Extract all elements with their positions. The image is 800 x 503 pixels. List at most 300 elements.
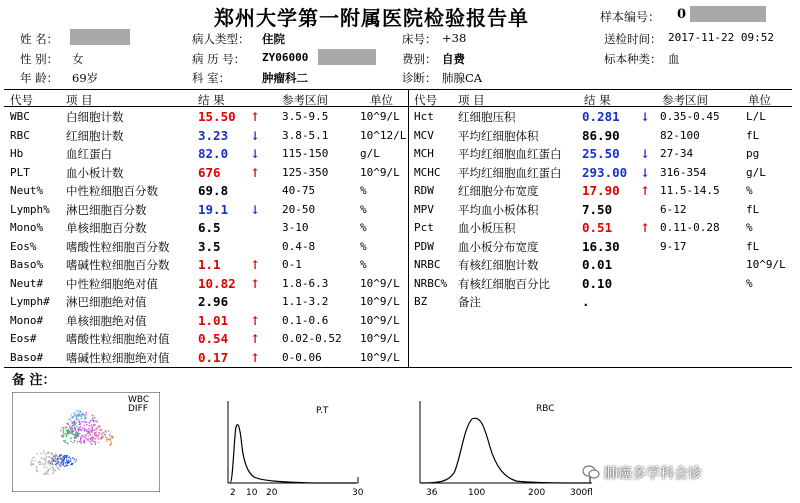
scatter-point bbox=[70, 421, 71, 422]
scatter-point bbox=[41, 458, 42, 459]
scatter-point bbox=[106, 439, 107, 440]
left-row-item: 嗜碱性粒细胞绝对值 bbox=[66, 350, 170, 365]
left-row-item: 血小板计数 bbox=[66, 165, 124, 180]
left-row-item: 嗜酸性粒细胞绝对值 bbox=[66, 332, 170, 346]
scatter-point bbox=[45, 463, 46, 464]
scatter-point bbox=[67, 465, 68, 466]
scatter-point bbox=[51, 461, 52, 462]
scatter-point bbox=[69, 425, 70, 426]
scatter-point bbox=[86, 424, 87, 425]
scatter-point bbox=[89, 433, 90, 434]
scatter-point bbox=[75, 428, 76, 429]
scatter-point bbox=[94, 438, 95, 439]
scatter-point bbox=[108, 431, 109, 432]
scatter-point bbox=[69, 462, 70, 463]
scatter-point bbox=[77, 432, 78, 433]
scatter-point bbox=[63, 440, 64, 441]
scatter-point bbox=[65, 440, 66, 441]
send-time-value: 2017-11-22 09:52 bbox=[668, 31, 774, 44]
redacted-sample-number bbox=[690, 6, 766, 22]
rbc-label: RBC bbox=[536, 404, 555, 414]
scatter-point bbox=[67, 442, 68, 443]
right-row-range: 6-12 bbox=[660, 202, 687, 216]
scatter-point bbox=[44, 473, 45, 474]
scatter-point bbox=[65, 462, 66, 463]
scatter-point bbox=[97, 426, 98, 427]
remarks-label: 备 注： bbox=[12, 373, 56, 388]
right-row-flag: ↓ bbox=[640, 147, 651, 161]
scatter-point bbox=[84, 416, 85, 417]
scatter-point bbox=[74, 421, 75, 422]
scatter-point bbox=[70, 433, 71, 434]
left-row-unit: % bbox=[360, 221, 367, 234]
scatter-point bbox=[31, 463, 32, 464]
scatter-point bbox=[79, 441, 80, 442]
left-row-result: 676 bbox=[198, 164, 221, 180]
right-row-item: 红细胞分布宽度 bbox=[458, 184, 539, 198]
right-row-item: 红细胞压积 bbox=[458, 110, 516, 124]
scatter-point bbox=[74, 458, 75, 459]
scatter-point bbox=[63, 459, 64, 460]
right-row-flag: ↑ bbox=[640, 184, 651, 198]
send-time-label: 送检时间： bbox=[604, 32, 662, 46]
scatter-point bbox=[71, 426, 72, 427]
record-label: 病 历 号： bbox=[192, 52, 246, 66]
left-row-result: 3.23 bbox=[198, 127, 229, 143]
scatter-point bbox=[43, 451, 44, 452]
scatter-point bbox=[79, 433, 80, 434]
right-row-unit: L/L bbox=[746, 110, 766, 123]
scatter-point bbox=[73, 431, 74, 432]
scatter-point bbox=[36, 470, 37, 471]
scatter-point bbox=[34, 457, 35, 458]
scatter-point bbox=[58, 459, 59, 460]
left-row-unit: 10^9/L bbox=[360, 110, 400, 123]
scatter-point bbox=[73, 423, 74, 424]
scatter-point bbox=[46, 452, 47, 453]
scatter-point bbox=[91, 427, 92, 428]
scatter-point bbox=[93, 420, 94, 421]
scatter-point bbox=[57, 461, 58, 462]
scatter-point bbox=[96, 437, 97, 438]
scatter-point bbox=[63, 432, 64, 433]
scatter-point bbox=[92, 439, 93, 440]
scatter-point bbox=[94, 434, 95, 435]
rbc-tick-4: 300fl bbox=[570, 488, 593, 498]
scatter-point bbox=[85, 414, 86, 415]
left-row-code: WBC bbox=[10, 110, 30, 123]
right-row-range: 82-100 bbox=[660, 128, 700, 142]
right-row-range: 0.35-0.45 bbox=[660, 110, 720, 123]
scatter-point bbox=[91, 425, 92, 426]
scatter-point bbox=[86, 438, 87, 439]
scatter-point bbox=[80, 426, 81, 427]
left-row-flag: ↓ bbox=[250, 147, 261, 161]
scatter-point bbox=[45, 473, 46, 474]
scatter-point bbox=[65, 433, 66, 434]
specimen-value: 血 bbox=[668, 52, 680, 66]
patient-type-label: 病人类型： bbox=[192, 32, 250, 46]
right-row-unit: fL bbox=[746, 239, 760, 253]
scatter-point bbox=[52, 454, 53, 455]
scatter-point bbox=[86, 412, 87, 413]
left-row-unit: % bbox=[360, 258, 367, 271]
scatter-point bbox=[92, 415, 93, 416]
left-row-unit: 10^9/L bbox=[360, 295, 400, 308]
scatter-point bbox=[92, 420, 93, 421]
scatter-point bbox=[40, 462, 41, 463]
scatter-point bbox=[58, 464, 59, 465]
left-row-code: RBC bbox=[10, 128, 30, 142]
left-row-unit: 10^9/L bbox=[360, 332, 400, 345]
scatter-point bbox=[63, 464, 64, 465]
scatter-point bbox=[73, 434, 74, 435]
scatter-point bbox=[84, 428, 85, 429]
scatter-point bbox=[68, 430, 69, 431]
scatter-point bbox=[90, 443, 91, 444]
scatter-point bbox=[39, 464, 40, 465]
scatter-point bbox=[55, 470, 56, 471]
scatter-point bbox=[78, 414, 79, 415]
scatter-point bbox=[84, 437, 85, 438]
scatter-point bbox=[67, 432, 68, 433]
scatter-point bbox=[94, 429, 95, 430]
right-row-code: Hct bbox=[414, 110, 434, 123]
scatter-point bbox=[70, 438, 71, 439]
scatter-point bbox=[75, 461, 76, 462]
scatter-point bbox=[98, 442, 99, 443]
scatter-point bbox=[66, 460, 67, 461]
left-row-range: 0-1 bbox=[282, 258, 302, 271]
left-row-flag: ↑ bbox=[250, 332, 261, 346]
right-row-range: 0.11-0.28 bbox=[660, 221, 720, 234]
right-row-result: . bbox=[582, 294, 590, 309]
left-row-result: 1.1 bbox=[198, 257, 221, 272]
scatter-point bbox=[63, 461, 64, 462]
scatter-point bbox=[98, 436, 99, 437]
scatter-point bbox=[64, 442, 65, 443]
scatter-point bbox=[55, 464, 56, 465]
right-row-unit: % bbox=[746, 276, 753, 290]
scatter-point bbox=[91, 438, 92, 439]
left-row-item: 单核细胞绝对值 bbox=[66, 313, 147, 328]
left-row-range: 3.5-9.5 bbox=[282, 110, 329, 123]
plt-tick-1: 2 bbox=[230, 488, 236, 498]
scatter-point bbox=[53, 470, 54, 471]
scatter-point bbox=[82, 421, 83, 422]
fee-value: 自费 bbox=[442, 52, 465, 66]
scatter-point bbox=[44, 467, 45, 468]
scatter-point bbox=[84, 430, 85, 431]
scatter-point bbox=[31, 465, 32, 466]
left-row-item: 嗜酸性粒细胞百分数 bbox=[66, 239, 170, 254]
left-row-item: 单核细胞百分数 bbox=[66, 221, 147, 235]
scatter-point bbox=[54, 457, 55, 458]
wechat-icon bbox=[582, 463, 600, 481]
bed-label: 床号： bbox=[402, 32, 437, 46]
scatter-point bbox=[83, 436, 84, 437]
plt-curve bbox=[230, 425, 356, 483]
scatter-point bbox=[63, 463, 64, 464]
record-value: ZY06000 bbox=[262, 51, 309, 64]
scatter-point bbox=[76, 417, 77, 418]
scatter-point bbox=[98, 429, 99, 430]
left-row-flag: ↑ bbox=[250, 110, 261, 124]
left-row-result: 15.50 bbox=[198, 109, 236, 124]
col-range-right: 参考区间 bbox=[662, 93, 708, 107]
scatter-point bbox=[53, 464, 54, 465]
scatter-point bbox=[44, 459, 45, 460]
fee-label: 费别： bbox=[402, 52, 437, 66]
right-row-unit: g/L bbox=[746, 165, 766, 179]
diagnosis-value: 肺腺CA bbox=[442, 71, 483, 85]
scatter-point bbox=[83, 414, 84, 415]
scatter-point bbox=[85, 434, 86, 435]
scatter-point bbox=[109, 435, 110, 436]
scatter-point bbox=[80, 441, 81, 442]
plt-tick-3: 20 bbox=[266, 488, 278, 498]
right-row-item: 有核红细胞百分比 bbox=[458, 276, 550, 291]
scatter-point bbox=[105, 436, 106, 437]
scatter-point bbox=[109, 434, 110, 435]
scatter-point bbox=[86, 431, 87, 432]
scatter-point bbox=[78, 420, 79, 421]
scatter-point bbox=[98, 438, 99, 439]
right-row-result: 17.90 bbox=[582, 183, 620, 198]
gender-label: 性 别： bbox=[20, 52, 59, 66]
scatter-point bbox=[97, 421, 98, 422]
left-row-item: 淋巴细胞百分数 bbox=[66, 202, 147, 217]
left-row-result: 3.5 bbox=[198, 238, 221, 254]
left-row-flag: ↓ bbox=[250, 202, 261, 217]
scatter-point bbox=[63, 435, 64, 436]
right-row-code: BZ bbox=[414, 295, 428, 308]
left-row-flag: ↑ bbox=[250, 276, 261, 291]
scatter-point bbox=[99, 432, 100, 433]
scatter-point bbox=[51, 452, 52, 453]
scatter-point bbox=[84, 421, 85, 422]
left-row-flag: ↑ bbox=[250, 165, 261, 180]
scatter-point bbox=[60, 456, 61, 457]
left-row-code: PLT bbox=[10, 165, 30, 179]
scatter-point bbox=[75, 422, 76, 423]
right-row-unit: % bbox=[746, 184, 753, 197]
scatter-point bbox=[97, 434, 98, 435]
scatter-point bbox=[77, 435, 78, 436]
scatter-label-bottom: DIFF bbox=[128, 404, 148, 414]
gender-value: 女 bbox=[72, 52, 84, 66]
left-row-result: 0.17 bbox=[198, 349, 229, 365]
left-row-item: 血红蛋白 bbox=[66, 147, 112, 161]
col-result-left: 结 果 bbox=[198, 93, 225, 107]
scatter-point bbox=[53, 468, 54, 469]
left-row-range: 1.1-3.2 bbox=[282, 295, 329, 308]
scatter-point bbox=[89, 422, 90, 423]
right-row-result: 86.90 bbox=[582, 127, 620, 143]
scatter-point bbox=[58, 456, 59, 457]
scatter-point bbox=[54, 458, 55, 459]
scatter-point bbox=[45, 460, 46, 461]
scatter-point bbox=[63, 456, 64, 457]
patient-type-value: 住院 bbox=[262, 32, 285, 46]
scatter-point bbox=[61, 458, 62, 459]
scatter-point bbox=[111, 436, 112, 437]
scatter-point bbox=[89, 432, 90, 433]
scatter-point bbox=[94, 425, 95, 426]
scatter-point bbox=[96, 428, 97, 429]
scatter-point bbox=[91, 440, 92, 441]
scatter-point bbox=[72, 428, 73, 429]
scatter-point bbox=[80, 411, 81, 412]
scatter-point bbox=[47, 471, 48, 472]
scatter-point bbox=[81, 418, 82, 419]
left-row-range: 125-350 bbox=[282, 165, 329, 179]
scatter-point bbox=[95, 444, 96, 445]
scatter-point bbox=[91, 431, 92, 432]
scatter-point bbox=[87, 440, 88, 441]
scatter-point bbox=[59, 455, 60, 456]
scatter-point bbox=[32, 457, 33, 458]
scatter-point bbox=[78, 429, 79, 430]
left-row-flag: ↑ bbox=[250, 258, 261, 272]
left-row-item: 白细胞计数 bbox=[66, 110, 124, 124]
scatter-point bbox=[88, 438, 89, 439]
scatter-point bbox=[67, 423, 68, 424]
right-row-range: 316-354 bbox=[660, 165, 707, 179]
scatter-point bbox=[42, 463, 43, 464]
scatter-point bbox=[74, 420, 75, 421]
left-row-result: 82.0 bbox=[198, 146, 229, 161]
scatter-point bbox=[65, 427, 66, 428]
right-row-code: MCHC bbox=[414, 165, 441, 179]
scatter-point bbox=[76, 426, 77, 427]
right-row-item: 平均红细胞体积 bbox=[458, 128, 539, 143]
scatter-point bbox=[76, 459, 77, 460]
left-row-unit: 10^9/L bbox=[360, 313, 400, 327]
scatter-point bbox=[75, 412, 76, 413]
right-row-unit: fL bbox=[746, 202, 760, 216]
redacted-record-number bbox=[318, 49, 376, 65]
scatter-point bbox=[84, 419, 85, 420]
plt-histogram bbox=[222, 397, 364, 500]
left-row-unit: % bbox=[360, 202, 367, 216]
col-code-left: 代号 bbox=[10, 93, 33, 107]
right-row-unit: pg bbox=[746, 147, 760, 160]
scatter-point bbox=[52, 463, 53, 464]
scatter-point bbox=[100, 430, 101, 431]
left-row-range: 3.8-5.1 bbox=[282, 128, 329, 142]
scatter-point bbox=[45, 454, 46, 455]
scatter-point bbox=[100, 429, 101, 430]
scatter-point bbox=[31, 461, 32, 462]
scatter-point bbox=[75, 437, 76, 438]
right-row-code: NRBC bbox=[414, 258, 441, 271]
scatter-point bbox=[80, 443, 81, 444]
scatter-point bbox=[57, 458, 58, 459]
scatter-point bbox=[48, 456, 49, 457]
left-row-code: Baso# bbox=[10, 350, 44, 364]
scatter-point bbox=[33, 463, 34, 464]
right-row-result: 0.51 bbox=[582, 220, 613, 235]
right-row-result: 0.281 bbox=[582, 109, 620, 124]
scatter-point bbox=[78, 430, 79, 431]
scatter-point bbox=[56, 465, 57, 466]
scatter-point bbox=[36, 453, 37, 454]
right-row-code: PDW bbox=[414, 239, 434, 253]
scatter-point bbox=[75, 434, 76, 435]
scatter-point bbox=[65, 456, 66, 457]
left-row-range: 20-50 bbox=[282, 202, 316, 216]
scatter-point bbox=[80, 436, 81, 437]
scatter-point bbox=[61, 461, 62, 462]
scatter-point bbox=[87, 433, 88, 434]
scatter-label-top: WBC bbox=[128, 395, 150, 405]
scatter-point bbox=[45, 458, 46, 459]
left-row-item: 中性粒细胞百分数 bbox=[66, 184, 158, 198]
redacted-name bbox=[70, 29, 130, 45]
left-row-unit: g/L bbox=[360, 147, 380, 160]
scatter-point bbox=[89, 441, 90, 442]
right-row-code: MCH bbox=[414, 147, 434, 160]
scatter-point bbox=[58, 469, 59, 470]
specimen-label: 标本种类： bbox=[604, 52, 662, 66]
rbc-tick-1: 36 bbox=[426, 488, 438, 498]
scatter-point bbox=[50, 463, 51, 464]
right-row-result: 0.10 bbox=[582, 275, 613, 291]
right-row-item: 血小板压积 bbox=[458, 221, 516, 235]
plt-tick-4: 30 bbox=[352, 488, 364, 498]
table-center-divider bbox=[408, 90, 409, 368]
scatter-point bbox=[110, 439, 111, 440]
scatter-point bbox=[71, 414, 72, 415]
scatter-point bbox=[88, 435, 89, 436]
scatter-point bbox=[35, 460, 36, 461]
scatter-point bbox=[75, 415, 76, 416]
left-row-result: 2.96 bbox=[198, 294, 229, 309]
scatter-point bbox=[92, 437, 93, 438]
col-unit-right: 单位 bbox=[748, 93, 771, 107]
scatter-point bbox=[43, 465, 44, 466]
scatter-point bbox=[61, 427, 62, 428]
left-row-item: 嗜碱性粒细胞百分数 bbox=[66, 258, 170, 272]
scatter-point bbox=[51, 467, 52, 468]
right-row-code: NRBC% bbox=[414, 276, 448, 290]
scatter-point bbox=[79, 421, 80, 422]
right-row-result: 7.50 bbox=[582, 201, 613, 217]
scatter-point bbox=[82, 427, 83, 428]
scatter-point bbox=[66, 436, 67, 437]
scatter-point bbox=[79, 424, 80, 425]
scatter-point bbox=[48, 452, 49, 453]
scatter-point bbox=[52, 458, 53, 459]
scatter-point bbox=[74, 440, 75, 441]
sample-number-value: 0 bbox=[677, 7, 687, 22]
left-row-code: Lymph% bbox=[10, 202, 50, 216]
left-row-range: 0.4-8 bbox=[282, 239, 316, 253]
scatter-point bbox=[53, 471, 54, 472]
scatter-point bbox=[99, 426, 100, 427]
right-row-range: 9-17 bbox=[660, 239, 687, 253]
scatter-point bbox=[48, 460, 49, 461]
scatter-point bbox=[63, 429, 64, 430]
right-row-item: 平均血小板体积 bbox=[458, 202, 539, 217]
col-result-right: 结 果 bbox=[584, 93, 611, 107]
left-row-code: Mono% bbox=[10, 221, 44, 234]
scatter-point bbox=[111, 442, 112, 443]
left-row-code: Neut% bbox=[10, 184, 44, 197]
scatter-point bbox=[61, 435, 62, 436]
scatter-point bbox=[85, 435, 86, 436]
